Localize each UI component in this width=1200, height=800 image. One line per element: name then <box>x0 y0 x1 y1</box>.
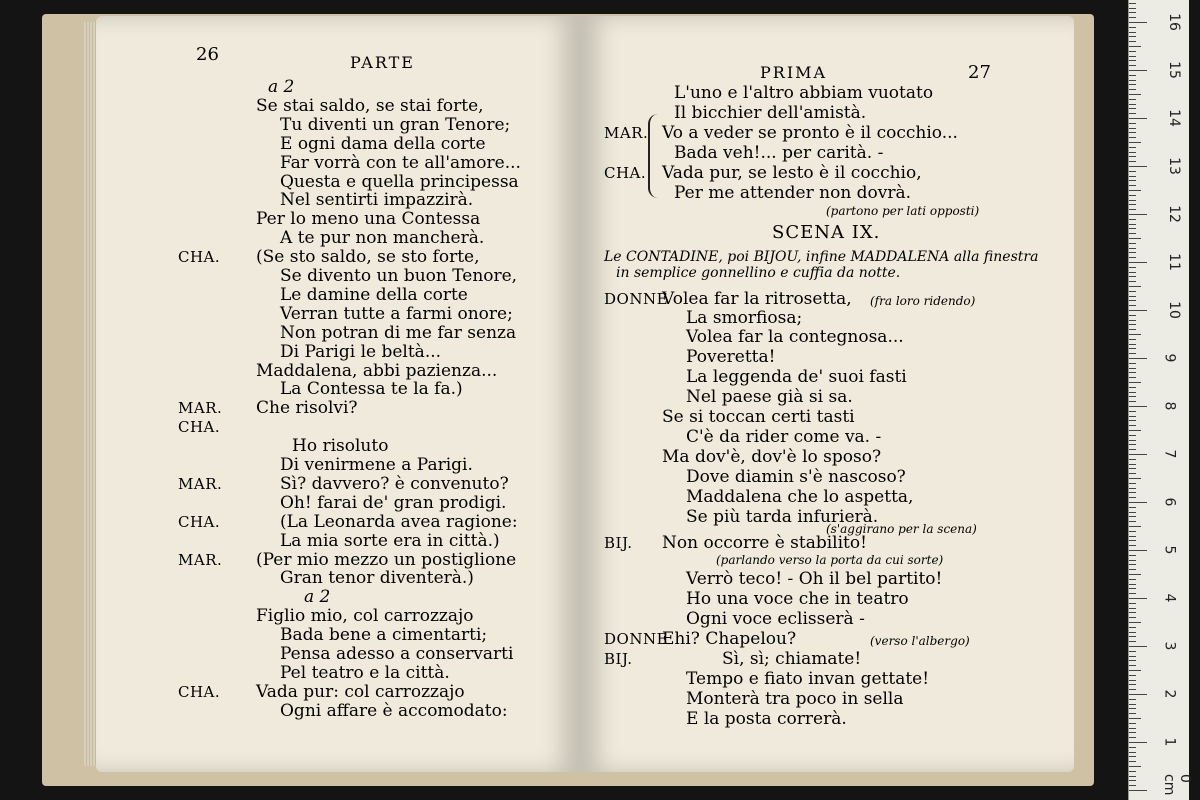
ruler-number: 2 <box>1161 689 1178 699</box>
scene-heading: SCENA IX. <box>772 222 881 243</box>
verse-line: L'uno e l'altro abbiam vuotato <box>674 83 934 103</box>
ruler-tick <box>1129 315 1136 316</box>
verse-line: Tempo e fiato invan gettate! <box>686 669 930 689</box>
ruler-tick <box>1129 593 1136 594</box>
verse-line: Gran tenor diventerà.) <box>280 568 474 588</box>
speaker-brace <box>648 114 660 198</box>
ruler-tick <box>1129 320 1136 321</box>
ruler-tick <box>1129 516 1136 517</box>
ruler-tick <box>1129 780 1136 781</box>
ruler-tick <box>1129 771 1136 772</box>
ruler-tick <box>1129 411 1136 412</box>
speaker-label: MAR. <box>178 551 223 569</box>
ruler-number: 7 <box>1161 449 1178 459</box>
ruler-tick <box>1129 752 1136 753</box>
ruler-tick <box>1129 156 1136 157</box>
ruler-tick <box>1129 377 1136 378</box>
verse-line: Volea far la contegnosa... <box>686 327 904 347</box>
ruler-tick <box>1129 632 1136 633</box>
ruler-tick <box>1129 636 1136 637</box>
ruler-tick <box>1129 238 1141 239</box>
ruler-tick <box>1129 113 1136 114</box>
ruler-tick <box>1129 531 1136 532</box>
ruler-tick <box>1129 8 1136 9</box>
verse-line: Pensa adesso a conservarti <box>280 644 514 664</box>
speaker-label: CHA. <box>178 418 221 436</box>
verse-line: Verran tutte a farmi onore; <box>280 304 513 324</box>
verse-line: (Per mio mezzo un postiglione <box>256 550 517 570</box>
ruler-tick <box>1129 152 1136 153</box>
ruler-tick <box>1129 41 1136 42</box>
verse-line: Se si toccan certi tasti <box>662 407 855 427</box>
verse-line: Pel teatro e la città. <box>280 663 450 683</box>
ruler-number: 12 <box>1165 205 1182 223</box>
ruler-tick <box>1129 89 1136 90</box>
right-page-header: PRIMA <box>760 63 828 82</box>
verse-line: E la posta correrà. <box>686 709 847 729</box>
ruler-tick <box>1129 368 1136 369</box>
ruler-tick <box>1129 329 1136 330</box>
verse-line: Per me attender non dovrà. <box>674 183 912 203</box>
ruler-tick <box>1129 430 1141 431</box>
verse-line: La mia sorte era in città.) <box>280 531 500 551</box>
ruler-tick <box>1129 641 1136 642</box>
ruler-tick <box>1129 569 1136 570</box>
verse-line: Poveretta! <box>686 347 776 367</box>
ruler-tick <box>1129 262 1147 263</box>
ruler-tick <box>1129 233 1136 234</box>
verse-line: Maddalena che lo aspetta, <box>686 487 914 507</box>
ruler-tick <box>1129 579 1136 580</box>
ruler-tick <box>1129 118 1147 119</box>
ruler-tick <box>1129 627 1136 628</box>
verse-line: Non potran di me far senza <box>280 323 517 343</box>
ruler-tick <box>1129 228 1136 229</box>
ruler-tick <box>1129 195 1136 196</box>
verse-line: Di venirmene a Parigi. <box>280 455 473 475</box>
ruler-number: 9 <box>1161 353 1178 363</box>
ruler-tick <box>1129 732 1136 733</box>
verse-line: (La Leonarda avea ragione: <box>280 512 518 532</box>
ruler-tick <box>1129 65 1136 66</box>
verse-line: Se divento un buon Tenore, <box>280 266 518 286</box>
verse-line: Ogni voce eclisserà - <box>686 609 865 629</box>
ruler-tick <box>1129 761 1136 762</box>
verse-line: Ma dov'è, dov'è lo sposo? <box>662 447 882 467</box>
ruler-tick <box>1129 521 1136 522</box>
ruler-tick <box>1129 776 1136 777</box>
ruler-tick <box>1129 708 1136 709</box>
ruler-tick <box>1129 723 1136 724</box>
ruler-tick <box>1129 17 1136 18</box>
verse-line: Nel paese già si sa. <box>686 387 853 407</box>
ruler-tick <box>1129 382 1141 383</box>
ruler-tick <box>1129 608 1136 609</box>
ruler-tick <box>1129 99 1136 100</box>
ruler-tick <box>1129 272 1136 273</box>
ruler-tick <box>1129 416 1136 417</box>
speaker-label: DONNE <box>604 630 669 648</box>
ruler-tick <box>1129 108 1136 109</box>
ruler-tick <box>1129 396 1136 397</box>
ruler-tick <box>1129 22 1147 23</box>
ruler-tick <box>1129 142 1141 143</box>
verse-line: Dove diamin s'è nascoso? <box>686 467 906 487</box>
ruler-tick <box>1129 756 1136 757</box>
ruler-tick <box>1129 464 1136 465</box>
ruler-tick <box>1129 248 1136 249</box>
verse-line: Che risolvi? <box>256 398 358 418</box>
ruler-tick <box>1129 281 1136 282</box>
ruler-tick <box>1129 147 1136 148</box>
ruler-tick <box>1129 252 1136 253</box>
ruler-tick <box>1129 459 1136 460</box>
left-page-number: 26 <box>196 44 219 65</box>
verse-line: Ehi? Chapelou? <box>662 629 797 649</box>
ruler-tick <box>1129 699 1136 700</box>
ruler-number: 3 <box>1161 641 1178 651</box>
verse-line: Volea far la ritrosetta, <box>662 289 852 309</box>
verse-line: Tu diventi un gran Tenore; <box>280 115 511 135</box>
ruler-tick <box>1129 200 1136 201</box>
ruler-tick <box>1129 478 1141 479</box>
ruler-tick <box>1129 84 1136 85</box>
ruler-tick <box>1129 161 1136 162</box>
ruler-number: 6 <box>1161 497 1178 507</box>
ruler-tick <box>1129 435 1136 436</box>
ruler-tick <box>1129 670 1141 671</box>
ruler-number: 1 <box>1161 737 1178 747</box>
left-page-edges <box>84 22 96 766</box>
ruler-tick <box>1129 440 1136 441</box>
ruler-tick <box>1129 267 1136 268</box>
ruler-tick <box>1129 584 1136 585</box>
verse-line: Vada pur, se lesto è il cocchio, <box>662 163 922 183</box>
ruler-tick <box>1129 684 1136 685</box>
ruler-tick <box>1129 497 1136 498</box>
ruler-tick <box>1129 56 1136 57</box>
ruler-tick <box>1129 209 1136 210</box>
ruler-tick <box>1129 612 1136 613</box>
stage-direction: (parlando verso la porta da cui sorte) <box>716 553 944 567</box>
ruler-tick <box>1129 3 1136 4</box>
verse-line: a 2 <box>268 77 295 97</box>
speaker-label: BIJ. <box>604 534 633 552</box>
ruler-tick <box>1129 353 1136 354</box>
ruler-tick <box>1129 128 1136 129</box>
ruler-number: 11 <box>1165 253 1182 271</box>
ruler-tick <box>1129 617 1136 618</box>
left-page-header: PARTE <box>350 53 415 72</box>
verse-line: (Se sto saldo, se sto forte, <box>256 247 480 267</box>
ruler-tick <box>1129 190 1141 191</box>
ruler-number: 0 cm <box>1161 774 1193 796</box>
ruler-tick <box>1129 420 1136 421</box>
ruler-tick <box>1129 243 1136 244</box>
speaker-label: CHA. <box>178 248 221 266</box>
verse-line: C'è da rider come va. - <box>686 427 882 447</box>
verse-line: E ogni dama della corte <box>280 134 486 154</box>
ruler-tick <box>1129 488 1136 489</box>
ruler-tick <box>1129 718 1141 719</box>
verse-line: Oh! farai de' gran prodigi. <box>280 493 507 513</box>
ruler-tick <box>1129 94 1141 95</box>
ruler-tick <box>1129 598 1147 599</box>
ruler-tick <box>1129 358 1147 359</box>
ruler-number: 4 <box>1161 593 1178 603</box>
ruler-tick <box>1129 728 1136 729</box>
ruler-tick <box>1129 387 1136 388</box>
ruler-tick <box>1129 574 1141 575</box>
ruler-tick <box>1129 564 1136 565</box>
verse-line: Se più tarda infurierà. <box>686 507 879 527</box>
verse-line: Vada pur: col carrozzajo <box>256 682 465 702</box>
ruler-tick <box>1129 526 1141 527</box>
ruler-tick <box>1129 344 1136 345</box>
ruler-tick <box>1129 689 1136 690</box>
ruler-tick <box>1129 502 1147 503</box>
ruler-tick <box>1129 363 1136 364</box>
ruler-tick <box>1129 276 1136 277</box>
ruler-tick <box>1129 12 1136 13</box>
ruler-tick <box>1129 713 1136 714</box>
ruler-tick <box>1129 512 1136 513</box>
verse-line: Sì? davvero? è convenuto? <box>280 474 509 494</box>
ruler-tick <box>1129 372 1136 373</box>
verse-line: Ho una voce che in teatro <box>686 589 909 609</box>
ruler-tick <box>1129 603 1136 604</box>
ruler-tick <box>1129 454 1147 455</box>
ruler-number: 8 <box>1161 401 1178 411</box>
ruler-tick <box>1129 257 1136 258</box>
ruler-tick <box>1129 296 1136 297</box>
ruler-tick <box>1129 550 1147 551</box>
ruler-tick <box>1129 651 1136 652</box>
ruler-tick <box>1129 790 1147 791</box>
ruler-tick <box>1129 449 1136 450</box>
ruler-tick <box>1129 665 1136 666</box>
ruler-tick <box>1129 392 1136 393</box>
ruler-tick <box>1129 507 1136 508</box>
verse-line: Se stai saldo, se stai forte, <box>256 96 484 116</box>
ruler-tick <box>1129 176 1136 177</box>
verse-line: Vo a veder se pronto è il cocchio... <box>662 123 958 143</box>
verse-line: Figlio mio, col carrozzajo <box>256 606 474 626</box>
ruler-tick <box>1129 185 1136 186</box>
ruler-tick <box>1129 675 1136 676</box>
ruler-tick <box>1129 214 1147 215</box>
ruler-tick <box>1129 339 1136 340</box>
ruler-number: 16 <box>1165 13 1182 31</box>
ruler-tick <box>1129 310 1147 311</box>
ruler-tick <box>1129 80 1136 81</box>
ruler-tick <box>1129 560 1136 561</box>
ruler-tick <box>1129 483 1136 484</box>
verse-line: Le damine della corte <box>280 285 468 305</box>
ruler-tick <box>1129 27 1136 28</box>
verse-line: La leggenda de' suoi fasti <box>686 367 907 387</box>
verse-line: Nel sentirti impazzirà. <box>280 190 474 210</box>
ruler-tick <box>1129 588 1136 589</box>
ruler-tick <box>1129 540 1136 541</box>
verse-line: Ogni affare è accomodato: <box>280 701 508 721</box>
verse-line: Far vorrà con te all'amore... <box>280 153 521 173</box>
stage-direction: (s'aggirano per la scena) <box>826 522 977 536</box>
ruler-tick <box>1129 305 1136 306</box>
speaker-label: BIJ. <box>604 650 633 668</box>
ruler-tick <box>1129 468 1136 469</box>
ruler-tick <box>1129 224 1136 225</box>
verse-line: a 2 <box>304 587 331 607</box>
ruler-tick <box>1129 70 1147 71</box>
ruler-tick <box>1129 704 1136 705</box>
speaker-label: CHA. <box>178 513 221 531</box>
verse-line: La smorfiosa; <box>686 308 803 328</box>
ruler-tick <box>1129 785 1136 786</box>
verse-line: Il bicchier dell'amistà. <box>674 103 867 123</box>
verse-line: in semplice gonnellino e cuffia da notte. <box>616 265 901 281</box>
ruler-tick <box>1129 137 1136 138</box>
ruler-tick <box>1129 622 1141 623</box>
ruler-tick <box>1129 737 1136 738</box>
verse-line: Ho risoluto <box>292 436 389 456</box>
ruler-tick <box>1129 444 1136 445</box>
speaker-label: MAR. <box>604 124 649 142</box>
verse-line: Per lo meno una Contessa <box>256 209 481 229</box>
ruler-tick <box>1129 36 1136 37</box>
verse-line: A te pur non mancherà. <box>280 228 485 248</box>
ruler-tick <box>1129 51 1136 52</box>
ruler-tick <box>1129 492 1136 493</box>
ruler-tick <box>1129 406 1147 407</box>
ruler-tick <box>1129 300 1136 301</box>
measuring-ruler <box>1128 0 1193 800</box>
ruler-tick <box>1129 348 1136 349</box>
ruler-tick <box>1129 291 1136 292</box>
ruler-tick <box>1129 473 1136 474</box>
ruler-tick <box>1129 204 1136 205</box>
ruler-tick <box>1129 680 1136 681</box>
verse-line: Non occorre è stabilito! <box>662 533 867 553</box>
verse-line: Bada bene a cimentarti; <box>280 625 488 645</box>
ruler-tick <box>1129 401 1136 402</box>
stage-direction: (partono per lati opposti) <box>826 204 980 218</box>
ruler-tick <box>1129 180 1136 181</box>
stage-direction: (verso l'albergo) <box>870 634 970 648</box>
verse-line: Maddalena, abbi pazienza... <box>256 361 498 381</box>
speaker-label: MAR. <box>178 399 223 417</box>
speaker-label: CHA. <box>178 683 221 701</box>
ruler-tick <box>1129 646 1147 647</box>
right-page-number: 27 <box>968 62 991 83</box>
ruler-tick <box>1129 219 1136 220</box>
ruler-tick <box>1129 536 1136 537</box>
verse-line: Di Parigi le beltà... <box>280 342 442 362</box>
verse-line: Questa e quella principessa <box>280 172 519 192</box>
ruler-tick <box>1129 656 1136 657</box>
ruler-tick <box>1129 660 1136 661</box>
ruler-number: 15 <box>1165 61 1182 79</box>
ruler-number: 10 <box>1165 301 1182 319</box>
ruler-tick <box>1129 60 1136 61</box>
ruler-tick <box>1129 545 1136 546</box>
stage-direction: (fra loro ridendo) <box>870 294 976 308</box>
ruler-tick <box>1129 742 1147 743</box>
ruler-tick <box>1129 747 1136 748</box>
ruler-tick <box>1129 75 1136 76</box>
speaker-label: CHA. <box>604 164 647 182</box>
ruler-tick <box>1129 766 1141 767</box>
ruler-tick <box>1129 104 1136 105</box>
ruler-tick <box>1129 132 1136 133</box>
ruler-tick <box>1129 32 1136 33</box>
ruler-tick <box>1129 425 1136 426</box>
ruler-tick <box>1129 555 1136 556</box>
ruler-number: 5 <box>1161 545 1178 555</box>
speaker-label: DONNE <box>604 290 669 308</box>
ruler-tick <box>1129 166 1147 167</box>
ruler-tick <box>1129 324 1136 325</box>
speaker-label: MAR. <box>178 475 223 493</box>
ruler-tick <box>1129 171 1136 172</box>
verse-line: Verrò teco! - Oh il bel partito! <box>686 569 943 589</box>
ruler-tick <box>1129 334 1141 335</box>
ruler-number: 14 <box>1165 109 1182 127</box>
ruler-tick <box>1129 286 1141 287</box>
verse-line: Le CONTADINE, poi BIJOU, infine MADDALENA alla finestra <box>604 249 1039 265</box>
verse-line: La Contessa te la fa.) <box>280 379 463 399</box>
ruler-tick <box>1129 123 1136 124</box>
ruler-tick <box>1129 694 1147 695</box>
verse-line: Sì, sì; chiamate! <box>722 649 862 669</box>
ruler-tick <box>1129 46 1141 47</box>
verse-line: Monterà tra poco in sella <box>686 689 904 709</box>
verse-line: Bada veh!... per carità. - <box>674 143 884 163</box>
ruler-number: 13 <box>1165 157 1182 175</box>
